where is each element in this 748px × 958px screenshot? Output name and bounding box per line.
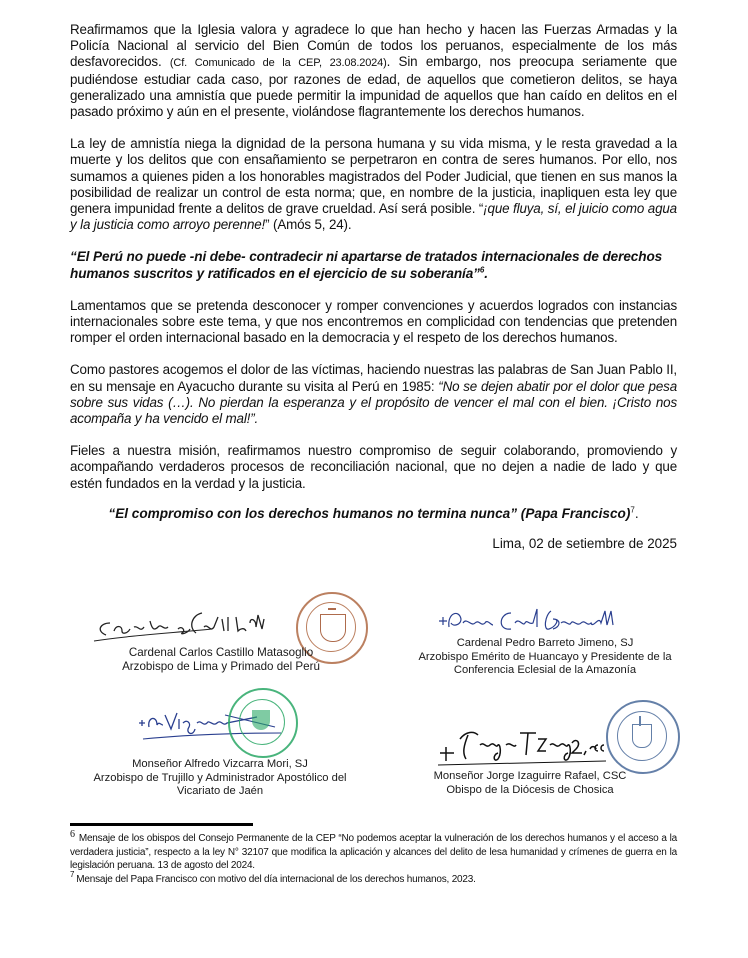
- coat-of-arms-icon: [632, 724, 652, 748]
- cross-icon: [328, 608, 336, 610]
- footnote-text: Mensaje del Papa Francisco con motivo del día internacional de los derechos humanos, 2023.: [76, 873, 476, 885]
- signatory-izaguirre: [430, 770, 630, 797]
- signatory-name: Monseñor Alfredo Vizcarra Mori, SJ: [132, 758, 308, 770]
- date-line: Lima, 02 de setiembre de 2025: [492, 535, 677, 551]
- signatory-castillo: [96, 646, 346, 673]
- juan-pablo-quote: “No se dejen abatir por el dolor que pesa sobre sus vidas (…). No pierdan la esperanza y el propósito de vencer el mal con el bien. ¡Cristo nos acompaña y ha vencido el mal!”.: [70, 378, 677, 427]
- footnote-number: 7: [70, 870, 75, 880]
- signature-castillo: [92, 605, 292, 645]
- signatory-title: Arzobispo de Trujillo y Administrador Apostólico del: [93, 771, 347, 784]
- signatory-title: Arzobispo de Lima y Primado del Perú: [122, 659, 320, 673]
- document-body: [70, 22, 677, 552]
- paragraph-reafirmamos: [70, 22, 677, 120]
- signature-izaguirre: [436, 725, 616, 767]
- closing-quote: [70, 506, 677, 522]
- seal-diocesis-chosica: [606, 700, 680, 774]
- seal-arzobispado-trujillo: [228, 688, 298, 758]
- footnote-ref-7[interactable]: 7: [630, 505, 635, 515]
- paragraph-text: . Sin embargo, nos preocupa seriamente que pudiéndose estudiar cada caso, por razones de edad, de aquellos que cometieron delitos, se haya generalizado una amnistía que puede permitir la impunidad de aquellos que han caído en delitos en el pasado próximo y aún en el presente, violándose flagrantemente los derechos humanos.: [70, 54, 677, 120]
- paragraph-text: Reafirmamos que la Iglesia valora y agradece lo que han hecho y hacen las Fuerzas Armadas y la Policía Nacional al servicio del Bien Común de todos los peruanos, especialmente de los más desfavorecidos.: [70, 22, 677, 70]
- paragraph-peru-quote: [70, 249, 677, 281]
- signature-barreto: [435, 605, 645, 637]
- signatory-vizcarra: [70, 758, 370, 799]
- signatory-name: Cardenal Pedro Barreto Jimeno, SJ: [456, 637, 634, 649]
- signatory-name: Cardenal Carlos Castillo Matasoglio: [128, 646, 314, 659]
- paragraph-text: Como pastores acogemos el dolor de las víctimas, haciendo nuestras las palabras de San Juan Pablo II, en su mensaje en Ayacucho durante su visita al Perú en 1985:: [70, 362, 677, 394]
- footnotes: [70, 828, 677, 886]
- paragraph-lamentamos: Lamentamos que se pretenda desconocer y romper convenciones y acuerdos logrados con instancias internacionales sobre este tema, y que nos encontremos en complicidad con tendencias que pretenden romper el orden internacional basado en la democracia y el respeto de los derechos humanos.: [70, 297, 677, 346]
- bold-quote: “El Perú no puede -ni debe- contradecir ni apartarse de tratados internacionales de derechos humanos suscritos y ratificados en el ejercicio de su soberanía”: [70, 249, 663, 281]
- signatory-title: Obispo de la Diócesis de Chosica: [446, 783, 614, 796]
- footnote-ref-6[interactable]: 6: [479, 265, 485, 275]
- signatory-title: Vicariato de Jaén: [176, 785, 264, 797]
- paragraph-text: La ley de amnistía niega la dignidad de la persona humana y su vida misma, y le resta gravedad a la muerte y los delitos que con ensañamiento se perpetraron en contra de seres humanos. Por ello, nos sumamos a quienes piden a los honorables magistrados del Poder Judicial, que tienen en sus manos la posibilidad de realizar un control de esta norma; que, en nombre de la justicia, inapliquen esta ley que genera impunidad frente a delitos de grave crueldad. Así será posible. “: [70, 136, 677, 217]
- signatory-barreto: [400, 637, 690, 678]
- coat-of-arms-icon: [320, 614, 346, 642]
- footnote-text: Mensaje de los obispos del Consejo Permanente de la CEP “No podemos aceptar la vulneración de los derechos humanos y el acceso a la verdadera justicia”, respecto a la ley N° 32107 que modifica la aplicación y alcances del delito de lesa humanidad y crímenes de guerra en la legislación peruana. 13 de agosto del 2024.: [70, 833, 677, 871]
- citation-cep: (Cf. Comunicado de la CEP, 23.08.2024): [169, 57, 387, 70]
- footnote-7: [70, 870, 677, 887]
- signatory-title: Conferencia Eclesial de la Amazonía: [453, 664, 637, 676]
- footnote-number: 6: [70, 828, 75, 840]
- amos-citation: ” (Amós 5, 24).: [265, 217, 352, 233]
- closing-quote-text: “El compromiso con los derechos humanos no termina nunca” (Papa Francisco): [108, 505, 631, 521]
- signatory-title: Arzobispo Emérito de Huancayo y Presidente de la: [418, 650, 672, 663]
- amos-quote: ¡que fluya, sí, el juicio como agua y la justicia como arroyo perenne!: [70, 201, 677, 233]
- cross-icon: [639, 716, 641, 726]
- period: .: [634, 505, 639, 521]
- paragraph-ley-amnistia: [70, 136, 677, 233]
- coat-of-arms-icon: [252, 710, 270, 730]
- signatory-name: Monseñor Jorge Izaguirre Rafael, CSC: [433, 770, 627, 782]
- paragraph-fieles: Fieles a nuestra misión, reafirmamos nuestro compromiso de seguir colaborando, promoviendo y acompañando verdaderos procesos de reconciliación nacional, que no dejen a nadie de lado y que estén fundados en la verdad y la justicia.: [70, 443, 677, 491]
- period: .: [484, 265, 488, 281]
- footnote-separator: [70, 823, 253, 826]
- paragraph-pastores: [70, 362, 677, 427]
- footnote-6: [70, 828, 677, 873]
